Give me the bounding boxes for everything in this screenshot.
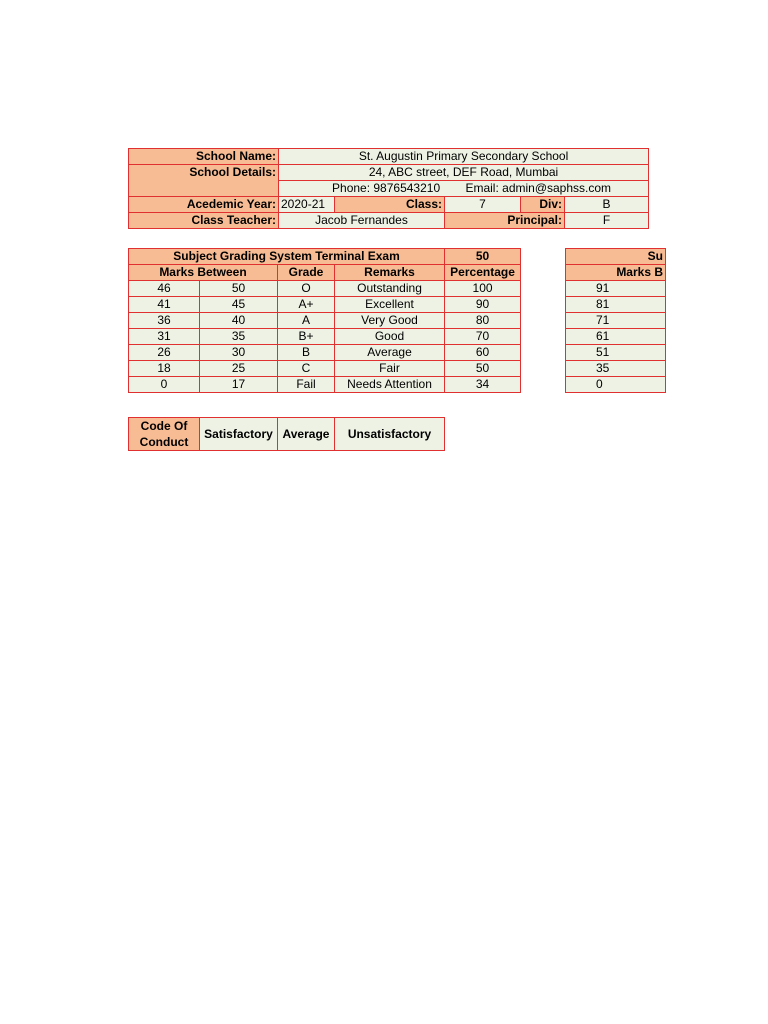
table-row	[566, 345, 666, 361]
div-value[interactable]: B	[565, 197, 649, 213]
table-row	[566, 313, 666, 329]
table-row	[129, 329, 521, 345]
grading-grade[interactable]: B	[278, 345, 335, 361]
grading-remarks[interactable]: Good	[335, 329, 445, 345]
table-row	[566, 329, 666, 345]
table-row	[129, 297, 521, 313]
school-address-value[interactable]: 24, ABC street, DEF Road, Mumbai	[279, 165, 649, 181]
grading-marks-from[interactable]: 26	[129, 345, 200, 361]
grading-percentage[interactable]: 34	[445, 377, 521, 393]
grading2-marks-from[interactable]: 81	[566, 297, 666, 313]
grading-marks-from[interactable]: 36	[129, 313, 200, 329]
grading-percentage[interactable]: 80	[445, 313, 521, 329]
table-row	[566, 281, 666, 297]
grading-marks-to[interactable]: 25	[200, 361, 278, 377]
grading-header-grade: Grade	[278, 265, 335, 281]
grading-remarks[interactable]: Excellent	[335, 297, 445, 313]
table-row	[566, 297, 666, 313]
grading-percentage[interactable]: 100	[445, 281, 521, 297]
school-contact-value[interactable]	[279, 181, 649, 197]
grading-grade[interactable]: Fail	[278, 377, 335, 393]
grading-marks-to[interactable]: 40	[200, 313, 278, 329]
school-info-table	[128, 148, 649, 229]
grading2-marks-from[interactable]: 91	[566, 281, 666, 297]
table-row	[129, 313, 521, 329]
school-details-label: School Details:	[129, 165, 279, 197]
table-row	[129, 281, 521, 297]
conduct-option-average[interactable]: Average	[278, 418, 335, 451]
academic-year-value[interactable]: 2020-21	[279, 197, 335, 213]
table-row	[129, 345, 521, 361]
grading2-body	[566, 281, 666, 393]
grading2-marks-from[interactable]: 71	[566, 313, 666, 329]
school-name-label: School Name:	[129, 149, 279, 165]
school-email: Email: admin@saphss.com	[465, 181, 612, 195]
grading2-marks-from[interactable]: 61	[566, 329, 666, 345]
table-row	[566, 377, 666, 393]
grading-remarks[interactable]: Very Good	[335, 313, 445, 329]
table-row	[129, 377, 521, 393]
principal-label: Principal:	[445, 213, 565, 229]
grading-body	[129, 281, 521, 393]
grading-table-second	[565, 248, 666, 393]
grading-max-marks[interactable]: 50	[445, 249, 521, 265]
school-phone: Phone: 9876543210	[332, 181, 441, 195]
grading-remarks[interactable]: Fair	[335, 361, 445, 377]
grading-percentage[interactable]: 60	[445, 345, 521, 361]
table-row	[129, 361, 521, 377]
grading-marks-from[interactable]: 41	[129, 297, 200, 313]
conduct-label: Code Of Conduct	[129, 418, 200, 451]
grading-grade[interactable]: B+	[278, 329, 335, 345]
grading-marks-from[interactable]: 0	[129, 377, 200, 393]
grading-header-marks: Marks Between	[129, 265, 278, 281]
grading-remarks[interactable]: Average	[335, 345, 445, 361]
grading-percentage[interactable]: 50	[445, 361, 521, 377]
grading-marks-from[interactable]: 18	[129, 361, 200, 377]
table-row	[566, 361, 666, 377]
school-name-value[interactable]: St. Augustin Primary Secondary School	[279, 149, 649, 165]
conduct-option-satisfactory[interactable]: Satisfactory	[200, 418, 278, 451]
grading-grade[interactable]: A	[278, 313, 335, 329]
grading-marks-to[interactable]: 50	[200, 281, 278, 297]
grading-marks-to[interactable]: 45	[200, 297, 278, 313]
grading-marks-from[interactable]: 46	[129, 281, 200, 297]
principal-value[interactable]: F	[565, 213, 649, 229]
grading-title: Subject Grading System Terminal Exam	[129, 249, 445, 265]
class-label: Class:	[335, 197, 445, 213]
grading2-marks-from[interactable]: 51	[566, 345, 666, 361]
grading2-header: Marks B	[566, 265, 666, 281]
class-value[interactable]: 7	[445, 197, 521, 213]
conduct-option-unsatisfactory[interactable]: Unsatisfactory	[335, 418, 445, 451]
grading2-title: Su	[566, 249, 666, 265]
grading-header-percentage: Percentage	[445, 265, 521, 281]
class-teacher-value[interactable]: Jacob Fernandes	[279, 213, 445, 229]
grading-remarks[interactable]: Outstanding	[335, 281, 445, 297]
grading-marks-to[interactable]: 17	[200, 377, 278, 393]
class-teacher-label: Class Teacher:	[129, 213, 279, 229]
grading2-marks-from[interactable]: 0	[566, 377, 666, 393]
grading-grade[interactable]: C	[278, 361, 335, 377]
grading-remarks[interactable]: Needs Attention	[335, 377, 445, 393]
academic-year-label: Acedemic Year:	[129, 197, 279, 213]
grading-marks-to[interactable]: 30	[200, 345, 278, 361]
grading-marks-to[interactable]: 35	[200, 329, 278, 345]
grading-marks-from[interactable]: 31	[129, 329, 200, 345]
grading-grade[interactable]: O	[278, 281, 335, 297]
grading-header-remarks: Remarks	[335, 265, 445, 281]
div-label: Div:	[521, 197, 565, 213]
conduct-table	[128, 417, 445, 451]
grading-table	[128, 248, 521, 393]
grading2-marks-from[interactable]: 35	[566, 361, 666, 377]
grading-percentage[interactable]: 90	[445, 297, 521, 313]
grading-grade[interactable]: A+	[278, 297, 335, 313]
grading-percentage[interactable]: 70	[445, 329, 521, 345]
